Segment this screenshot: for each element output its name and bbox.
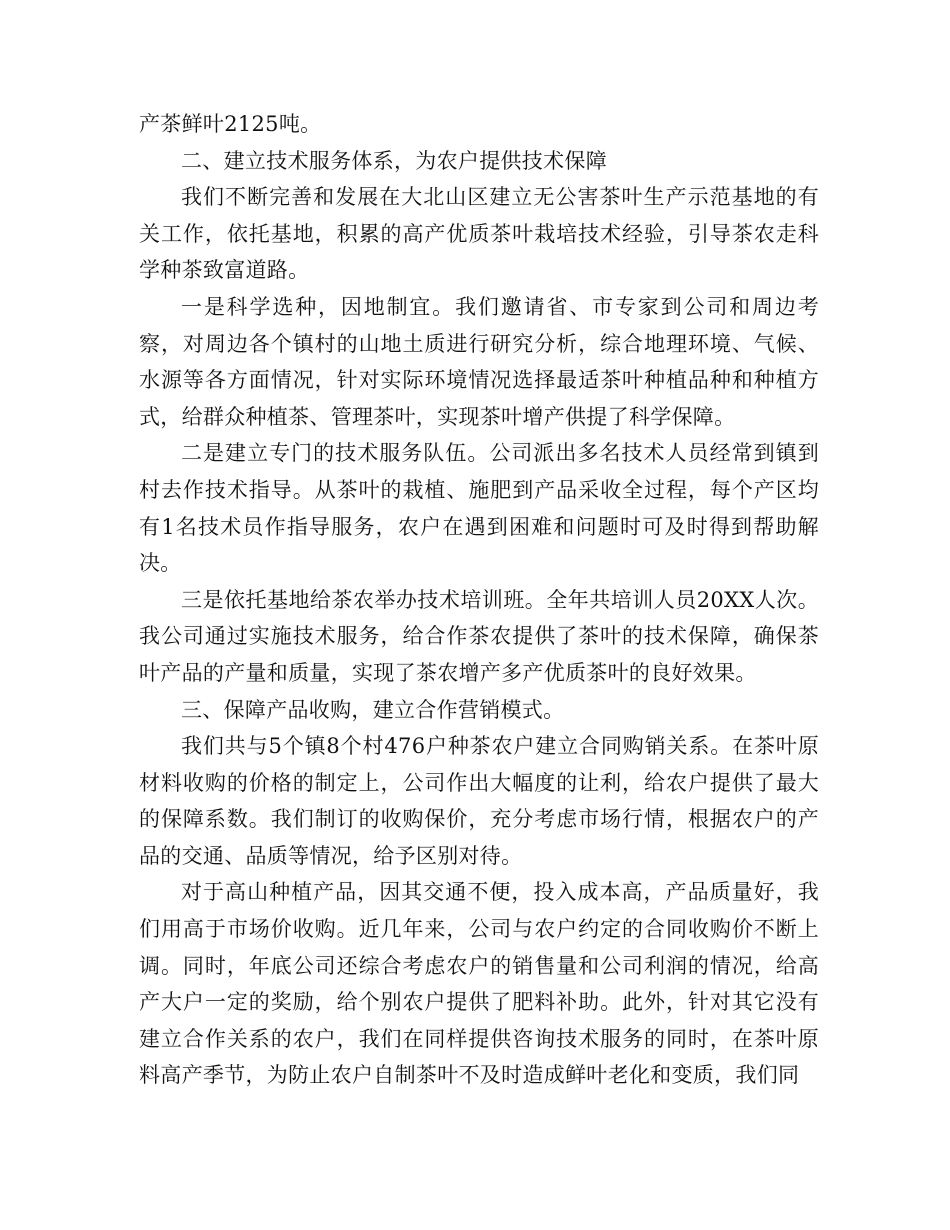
- paragraph: 我们共与5个镇8个村476户种茶农户建立合同购销关系。在茶叶原材料收购的价格的制定上，公司作出大幅度的让利，给农户提供了最大的保障系数。我们制订的收购保价，充分考虑市场行情，根据农户的产品的交通、品质等情况，给予区别对待。: [139, 734, 819, 868]
- section-heading-3: 三、保障产品收购，建立合作营销模式。: [181, 697, 565, 722]
- paragraph: 我们不断完善和发展在大北山区建立无公害茶叶生产示范基地的有关工作，依托基地，积累的高产优质茶叶栽培技术经验，引导茶农走科学种茶致富道路。: [139, 185, 819, 283]
- paragraph: 三是依托基地给茶农举办技术培训班。全年共培训人员20XX人次。我公司通过实施技术服务，给合作茶农提供了茶叶的技术保障，确保茶叶产品的产量和质量，实现了茶农增产多产优质茶叶的良好效果。: [139, 587, 819, 685]
- paragraph: 对于高山种植产品，因其交通不便，投入成本高，产品质量好，我们用高于市场价收购。近几年来，公司与农户约定的合同收购价不断上调。同时，年底公司还综合考虑农户的销售量和公司利润的情况，给高产大户一定的奖励，给个别农户提供了肥料补助。此外，针对其它没有建立合作关系的农户，我们在同样提供咨询技术服务的同时，在茶叶原料高产季节，为防止农户自制茶叶不及时造成鲜叶老化和变质，我们同: [139, 880, 819, 1088]
- section-heading-2: 二、建立技术服务体系，为农户提供技术保障: [181, 148, 607, 173]
- document-body: [139, 106, 819, 1094]
- paragraph: 一是科学选种，因地制宜。我们邀请省、市专家到公司和周边考察，对周边各个镇村的山地土质进行研究分析，综合地理环境、气候、水源等各方面情况，针对实际环境情况选择最适茶叶种植品种和种植方式，给群众种植茶、管理茶叶，实现茶叶增产供提了科学保障。: [139, 294, 819, 429]
- paragraph: 二是建立专门的技术服务队伍。公司派出多名技术人员经常到镇到村去作技术指导。从茶叶的栽植、施肥到产品采收全过程，每个产区均有1名技术员作指导服务，农户在遇到困难和问题时可及时得到帮助解决。: [139, 441, 819, 576]
- paragraph-continuation: 产茶鲜叶2125吨。: [139, 112, 322, 136]
